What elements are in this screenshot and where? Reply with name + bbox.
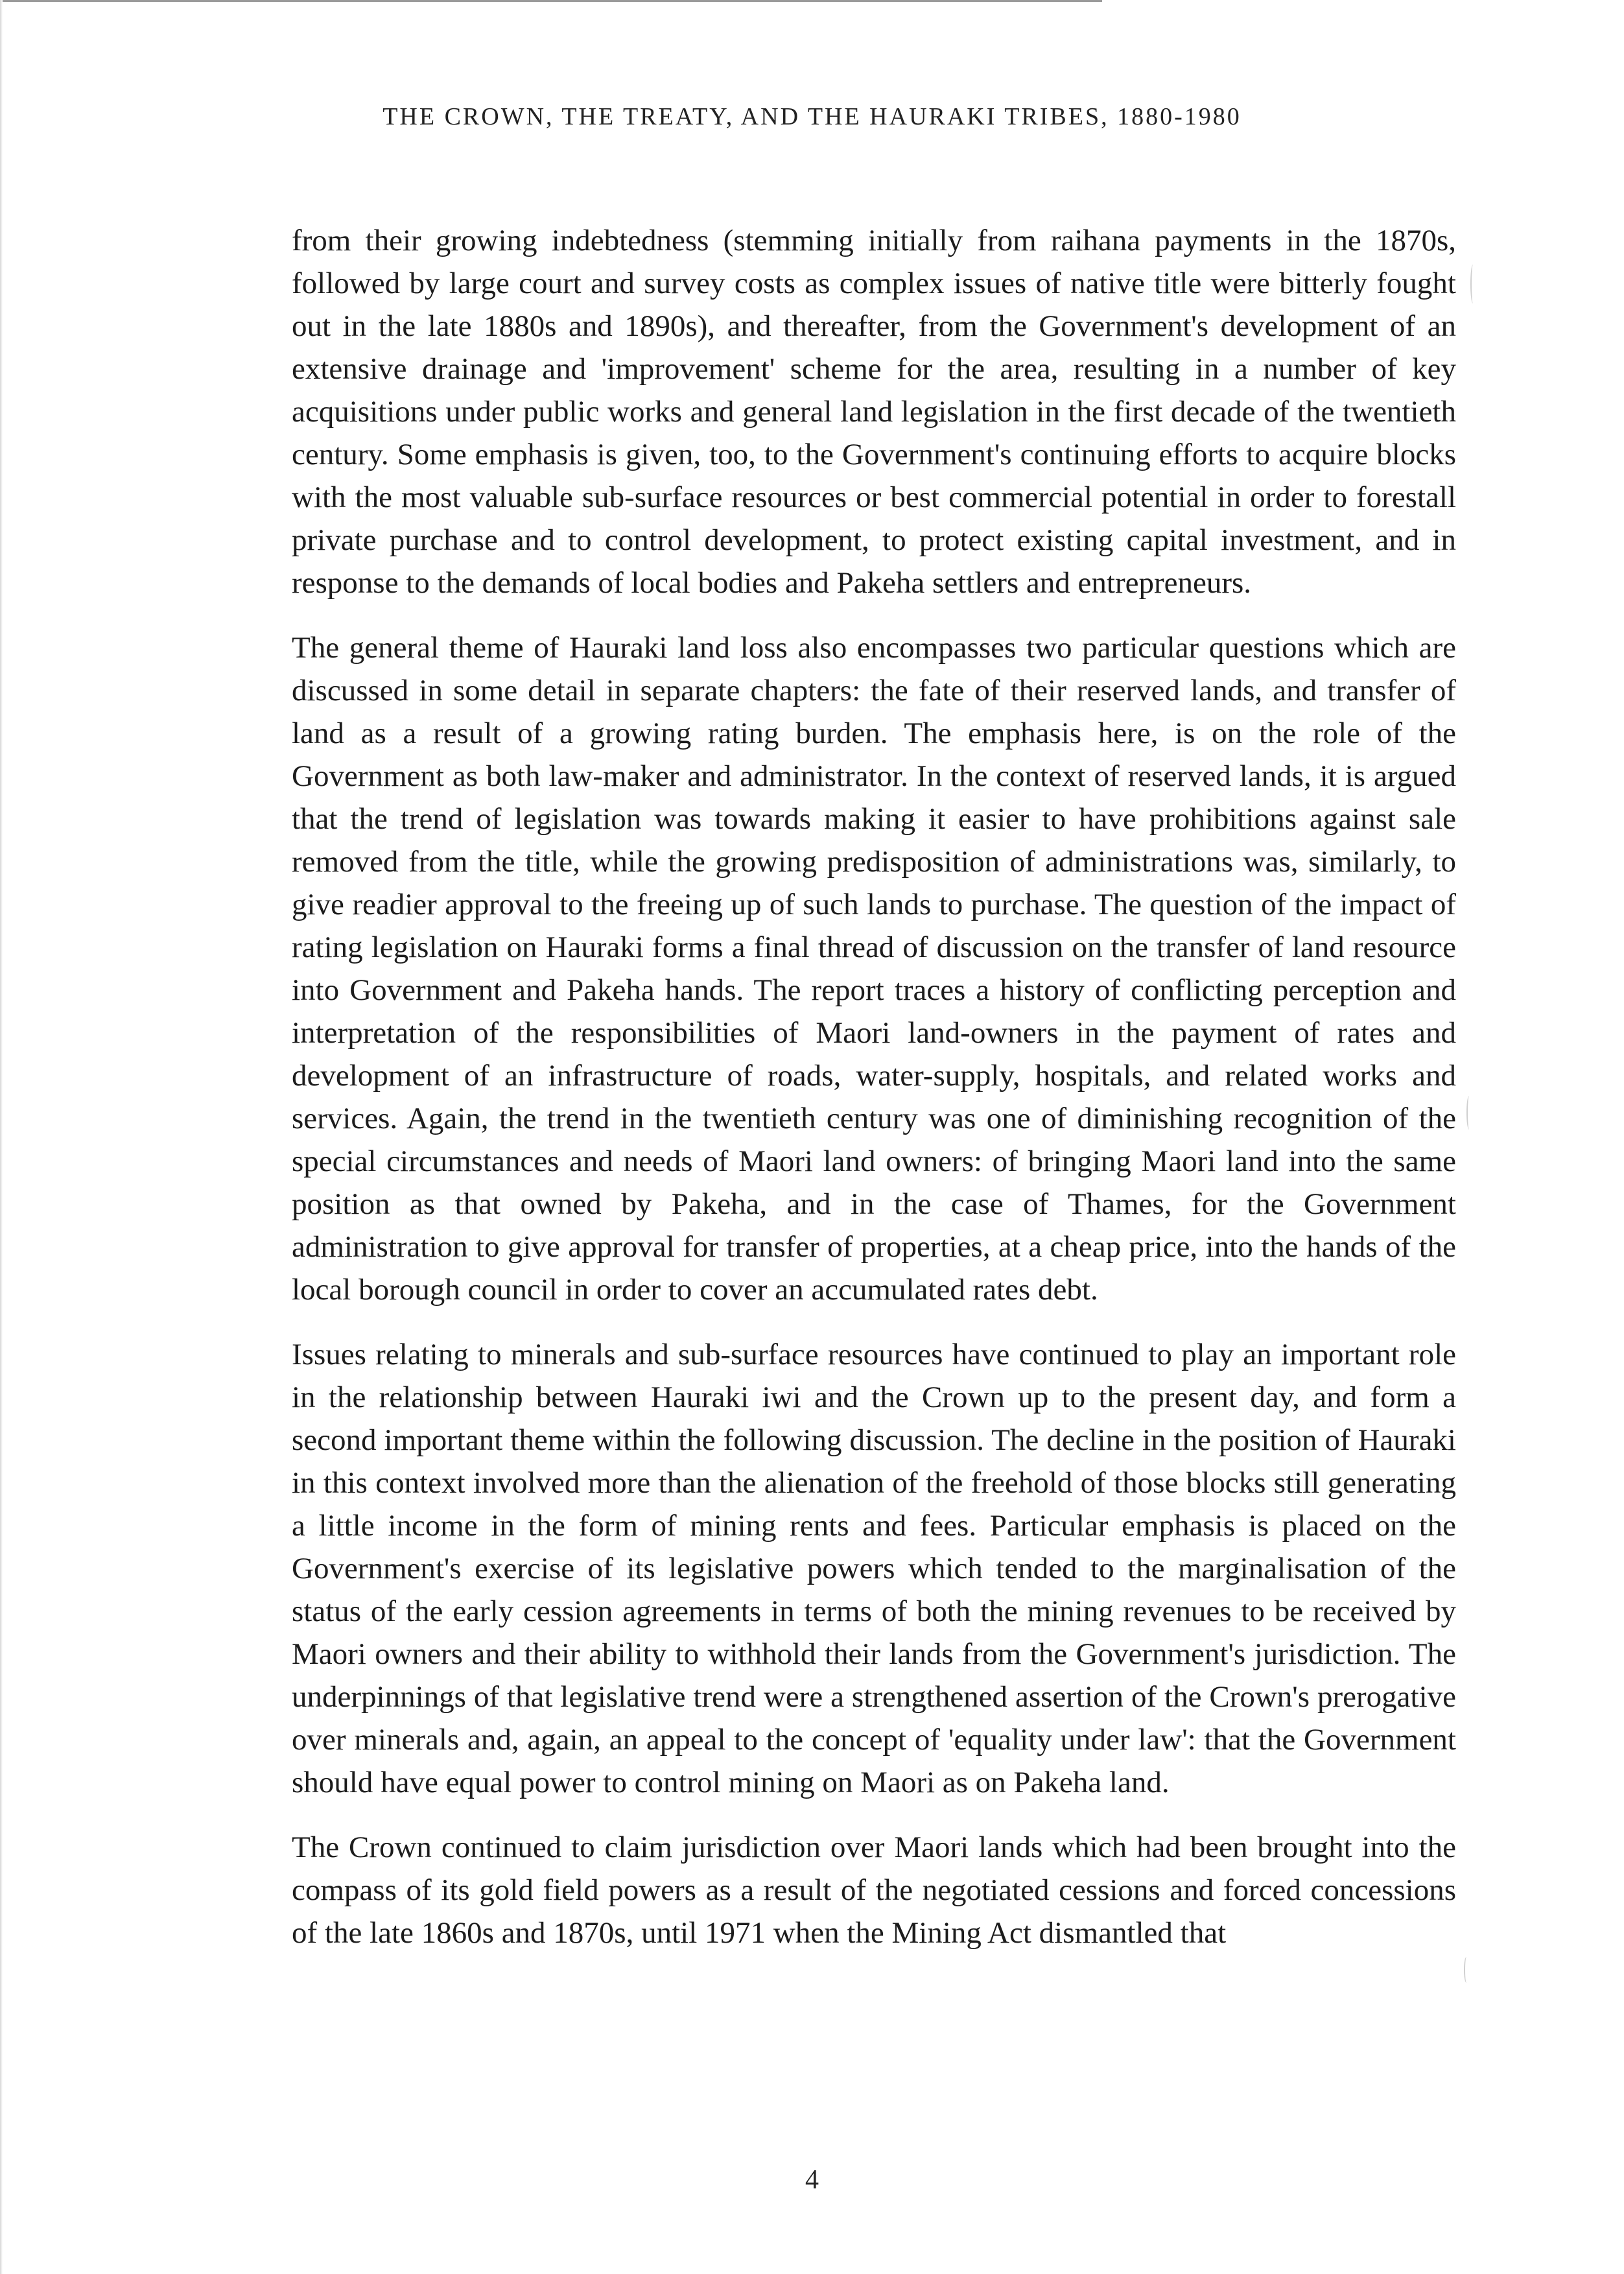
- scan-mark: [1466, 1096, 1472, 1130]
- paragraph-2: The general theme of Hauraki land loss also encompasses two particular questions which are discussed in some detail in separate chapters: the fate of their reserved lands, and transfer of land as a result of a growing rating burden. The emphasis here, is on the role of the Government as both law-maker and administrator. In the context of reserved lands, it is argued that the trend of legislation was towards making it easier to have prohibitions against sale removed from the title, while the growing predisposition of administrations was, similarly, to give readier approval to the freeing up of such lands to purchase. The question of the impact of rating legislation on Hauraki forms a final thread of discussion on the transfer of land resource into Government and Pakeha hands. The report traces a history of conflicting perception and interpretation of the responsibilities of Maori land-owners in the payment of rates and development of an infrastructure of roads, water-supply, hospitals, and related works and services. Again, the trend in the twentieth century was one of diminishing recognition of the special circumstances and needs of Maori land owners: of bringing Maori land into the same position as that owned by Pakeha, and in the case of Thames, for the Government administration to give approval for transfer of properties, at a cheap price, into the hands of the local borough council in order to cover an accumulated rates debt.: [292, 631, 1456, 1307]
- running-head: THE CROWN, THE TREATY, AND THE HAURAKI TRIBES, 1880-1980: [382, 103, 1242, 130]
- scan-left-edge: [0, 0, 3, 2274]
- paragraph-4: The Crown continued to claim jurisdiction over Maori lands which had been brought into the compass of its gold field powers as a result of the negotiated cessions and forced concessions of the late 1860s and 1870s, until 1971 when the Mining Act dismantled that: [292, 1830, 1456, 1950]
- paragraph-3: Issues relating to minerals and sub-surface resources have continued to play an important role in the relationship between Hauraki iwi and the Crown up to the present day, and form a second important theme within the following discussion. The decline in the position of Hauraki in this context involved more than the alienation of the freehold of those blocks still generating a little income in the form of mining rents and fees. Particular emphasis is placed on the Government's exercise of its legislative powers which tended to the marginalisation of the status of the early cession agreements in terms of both the mining revenues to be received by Maori owners and their ability to withhold their lands from the Government's jurisdiction. The underpinnings of that legislative trend were a strengthened assertion of the Crown's prerogative over minerals and, again, an appeal to the concept of 'equality under law': that the Government should have equal power to control mining on Maori as on Pakeha land.: [292, 1338, 1456, 1799]
- scan-mark: [1464, 1957, 1469, 1983]
- body-text: [292, 219, 1456, 1976]
- top-edge-rule: [0, 0, 1102, 2]
- scan-mark: [1470, 265, 1476, 303]
- paragraph-1: from their growing indebtedness (stemming initially from raihana payments in the 1870s, followed by large court and survey costs as complex issues of native title were bitterly fought out in the late 1880s and 1890s), and thereafter, from the Government's development of an extensive drainage and 'improvement' scheme for the area, resulting in a number of key acquisitions under public works and general land legislation in the first decade of the twentieth century. Some emphasis is given, too, to the Government's continuing efforts to acquire blocks with the most valuable sub-surface resources or best commercial potential in order to forestall private purchase and to control development, to protect existing capital investment, and in response to the demands of local bodies and Pakeha settlers and entrepreneurs.: [292, 224, 1456, 600]
- page-number: 4: [805, 2165, 819, 2195]
